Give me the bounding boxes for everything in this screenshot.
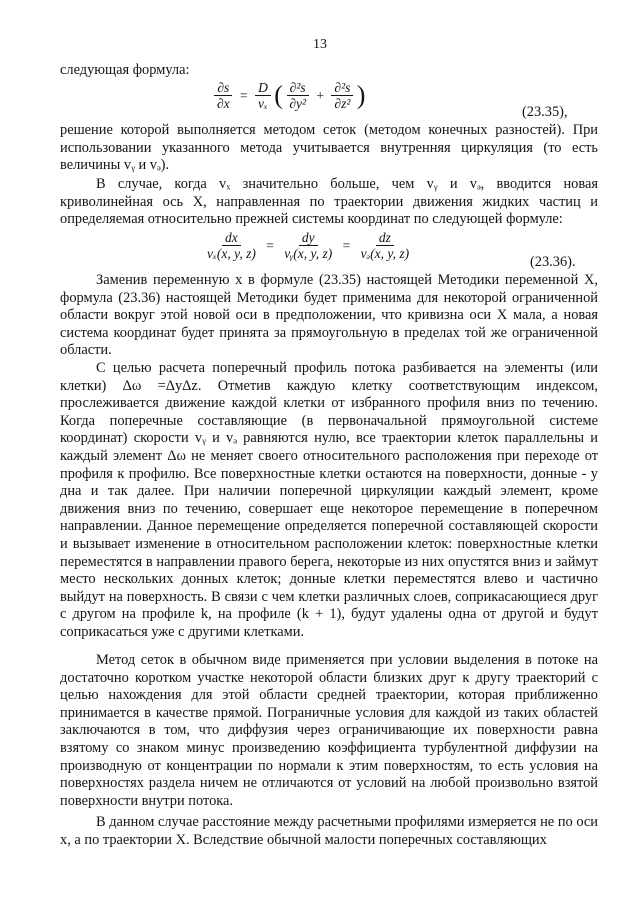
fraction-dx [204,230,259,261]
fraction-numerator: ∂s [214,80,232,96]
equals-sign: = [266,237,274,253]
fraction-dz [358,230,413,261]
fraction-numerator: dy [299,230,318,246]
fraction-numerator: D [255,80,271,96]
fraction-denominator: ∂x [217,96,230,111]
paragraph-replace-variable [60,272,598,360]
fraction-numerator: ∂²s [331,80,353,96]
right-paren: ) [356,80,366,110]
equation-number-23-35: (23.35), [522,104,568,120]
fraction-denominator: vᵧ(x, y, z) [284,246,333,261]
fraction-d-vx [255,80,271,111]
fraction-d2s-dz2 [331,80,353,111]
formula-23-35 [214,80,365,111]
formula-23-36 [204,230,412,261]
fraction-denominator: ∂z² [334,96,351,111]
paragraph-text: Заменив переменную x в формуле (23.35) настоящей Методики переменной X, формула (23.36) настоящей Методики будет применима для некоторой ограниченной области вокруг этой новой оси в предположении, что кривизна оси X мала, а новая система координат будет принята за прямоугольную в пределах той же ограниченной области. [60,272,598,359]
fraction-numerator: dx [222,230,241,246]
paragraph-grid-method [60,652,598,810]
fraction-dy [281,230,335,261]
paragraph-text: В данном случае расстояние между расчетными профилями измеряется не по оси x, а по траектории X. Вследствие обычной малости поперечных составляющих [60,814,598,848]
paragraph-text: С целью расчета поперечный профиль потока разбивается на элементы (или клетки) Δω =ΔyΔz. Отметив каждую клетку соответствующим индексом, прослеживается движение каждой клетки от избранного профиля вниз по течению. Когда поперечные составляющие (в первоначальной прямоугольной системе координат) скорости vᵧ и vₔ равняются нулю, все траектории клеток параллельны и каждый элемент Δω не меняет своего относительного расположения при переходе от профиля к профилю. Все поверхностные клетки остаются на поверхности, донные - у дна и так далее. При наличии поперечной циркуляции каждый элемент, кроме движения вниз по течению, совершает еще некоторое перемещение в поперечном направлении. Данное перемещение определяется поперечной составляющей скорости и вызывает изменение в относительном расположении клеток: поверхностные клетки переместятся в направлении правого берега, некоторые из них опустятся вниз и займут место нескольких донных клеток; донные клетки переместятся влево и частично выйдут на поверхность. В связи с чем клетки различных слоев, соприкасающиеся друг с другом на профиле k, на профиле (k + 1), будут удалены одна от другой и будут соприкасаться уже с другими клетками. [60,360,598,640]
plus-sign: + [316,87,325,103]
left-paren: ( [274,80,283,110]
paragraph-text: Метод сеток в обычном виде применяется при условии выделения в потоке на достаточно коротком участке некоторой области близких друг к другу траекторий с целью нахождения для этой области средней траектории, которая приближенно принимается в качестве прямой. Пограничные условия для каждой из таких областей заключаются в том, что диффузия через ограничивающие их поверхности равна взятому со знаком минус произведению коэффициента турбулентной диффузии на производную от концентрации по нормали к этим поверхностям, то есть условия на поверхностях раздела ничем не отличаются от условий на любой произвольно взятой поверхности внутри потока. [60,652,598,809]
fraction-numerator: dz [376,230,394,246]
fraction-denominator: ∂y² [289,96,307,111]
paragraph-text: решение которой выполняется методом сеток (методом конечных разностей). При использовании указанного метода учитывается внутренняя циркуляция (то есть величины vᵧ и vₔ). [60,122,598,174]
fraction-ds-dx [214,80,233,111]
paragraph-cells [60,360,598,642]
page-number: 13 [313,37,327,52]
fraction-d2s-dy2 [286,80,309,111]
equals-sign: = [342,237,351,253]
paragraph-text: В случае, когда vₓ значительно больше, чем vᵧ и vₔ, вводится новая криволинейная ось X, направленная по траектории движения жидких частиц и определяемая относительно прежней системы координат по следующей формуле: [60,176,598,228]
fraction-denominator: vₓ [258,96,268,111]
fraction-denominator: vₔ(x, y, z) [360,246,410,261]
equals-sign: = [240,87,248,103]
equation-number-23-36: (23.36). [530,254,576,270]
fraction-numerator: ∂²s [287,80,309,96]
paragraph-method-grid [60,122,598,175]
fraction-denominator: vₓ(x, y, z) [207,246,256,261]
paragraph-new-axis [60,176,598,229]
intro-text: следующая формула: [60,62,190,78]
paragraph-distance [60,814,598,849]
